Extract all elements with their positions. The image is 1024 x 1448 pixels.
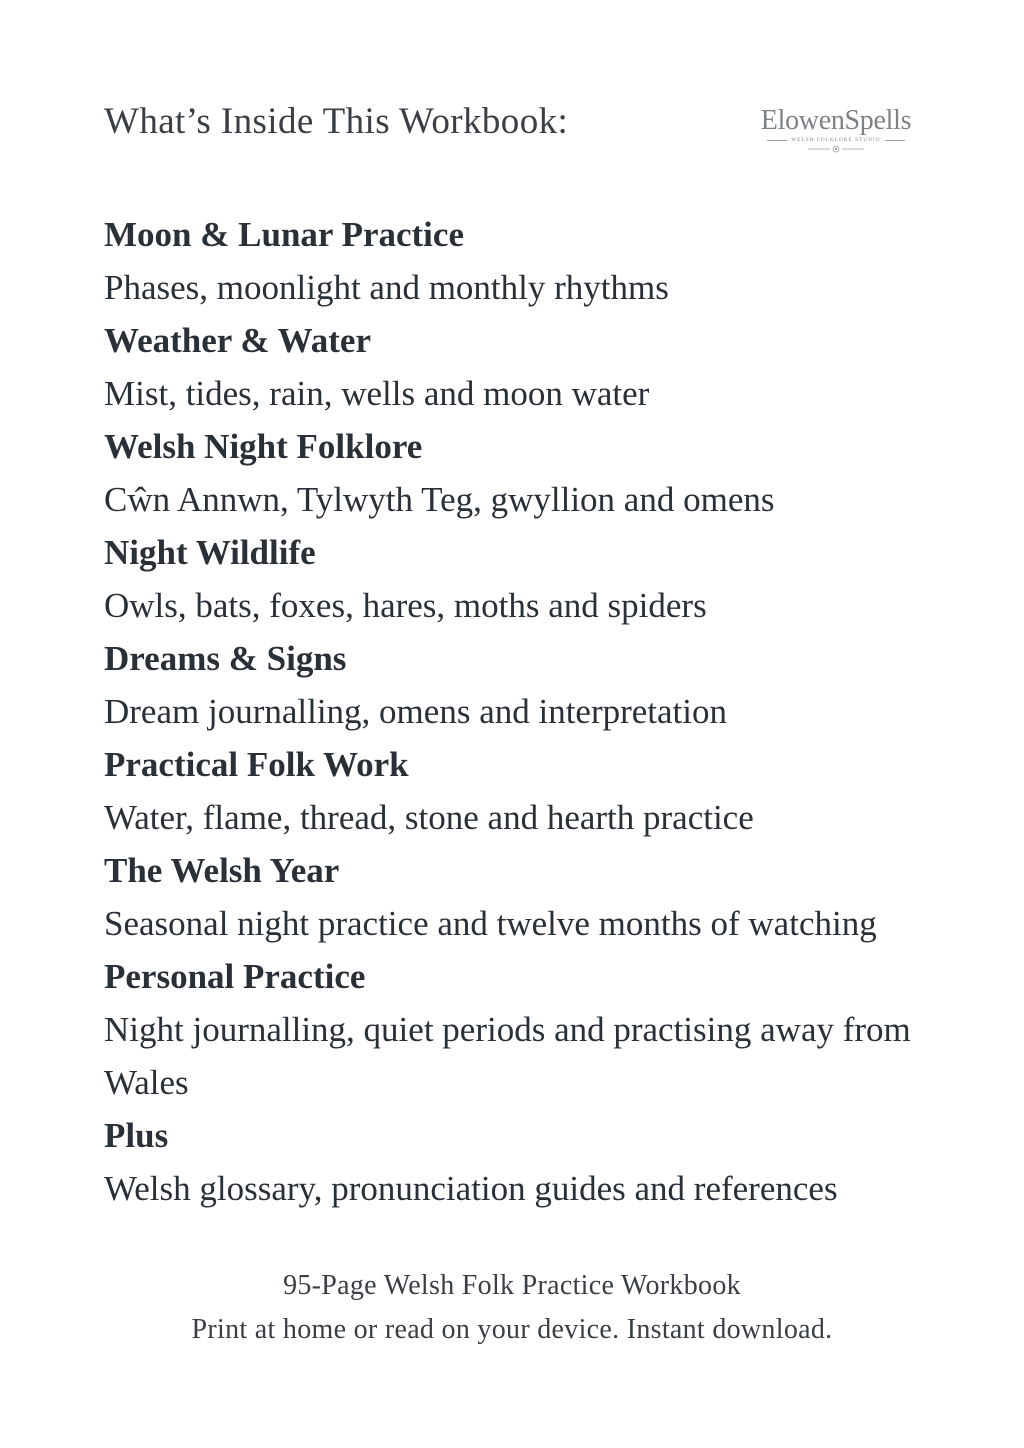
contents-item [104,950,924,1109]
section-description: Cŵn Annwn, Tylwyth Teg, gwyllion and omens [104,480,775,519]
logo-rule-left [767,140,787,141]
flourish-icon [806,145,866,153]
contents-item [104,1109,924,1215]
contents-item [104,526,924,632]
contents-item [104,844,924,950]
contents-item [104,738,924,844]
section-title: Night Wildlife [104,533,316,572]
contents-item [104,208,924,314]
footer-page-count: 95-Page Welsh Folk Practice Workbook [283,1270,741,1301]
section-title: Plus [104,1116,169,1155]
logo-tagline: WELSH FOLKLORE STUDIO [791,138,881,143]
section-title: The Welsh Year [104,851,340,890]
logo-wordmark: ElowenSpells [760,105,912,136]
section-title: Personal Practice [104,957,366,996]
section-title: Dreams & Signs [104,639,347,678]
contents-item [104,632,924,738]
logo-rule-right [885,140,905,141]
section-description: Mist, tides, rain, wells and moon water [104,374,650,413]
page-title: What’s Inside This Workbook: [104,101,569,142]
footer [0,1264,1024,1352]
section-title: Welsh Night Folklore [104,427,423,466]
section-title: Weather & Water [104,321,371,360]
section-description: Owls, bats, foxes, hares, moths and spiders [104,586,707,625]
section-title: Practical Folk Work [104,745,409,784]
logo-tagline-row [756,138,916,143]
contents-item [104,314,924,420]
footer-delivery-note: Print at home or read on your device. Instant download. [191,1314,833,1345]
section-description: Seasonal night practice and twelve months of watching [104,904,877,943]
brand-logo [756,106,916,153]
section-description: Dream journalling, omens and interpretation [104,692,728,731]
contents-list [104,208,924,1215]
section-title: Moon & Lunar Practice [104,215,464,254]
section-description: Night journalling, quiet periods and practising away from Wales [104,1010,911,1102]
section-description: Phases, moonlight and monthly rhythms [104,268,669,307]
contents-item [104,420,924,526]
section-description: Welsh glossary, pronunciation guides and references [104,1169,838,1208]
section-description: Water, flame, thread, stone and hearth practice [104,798,754,837]
